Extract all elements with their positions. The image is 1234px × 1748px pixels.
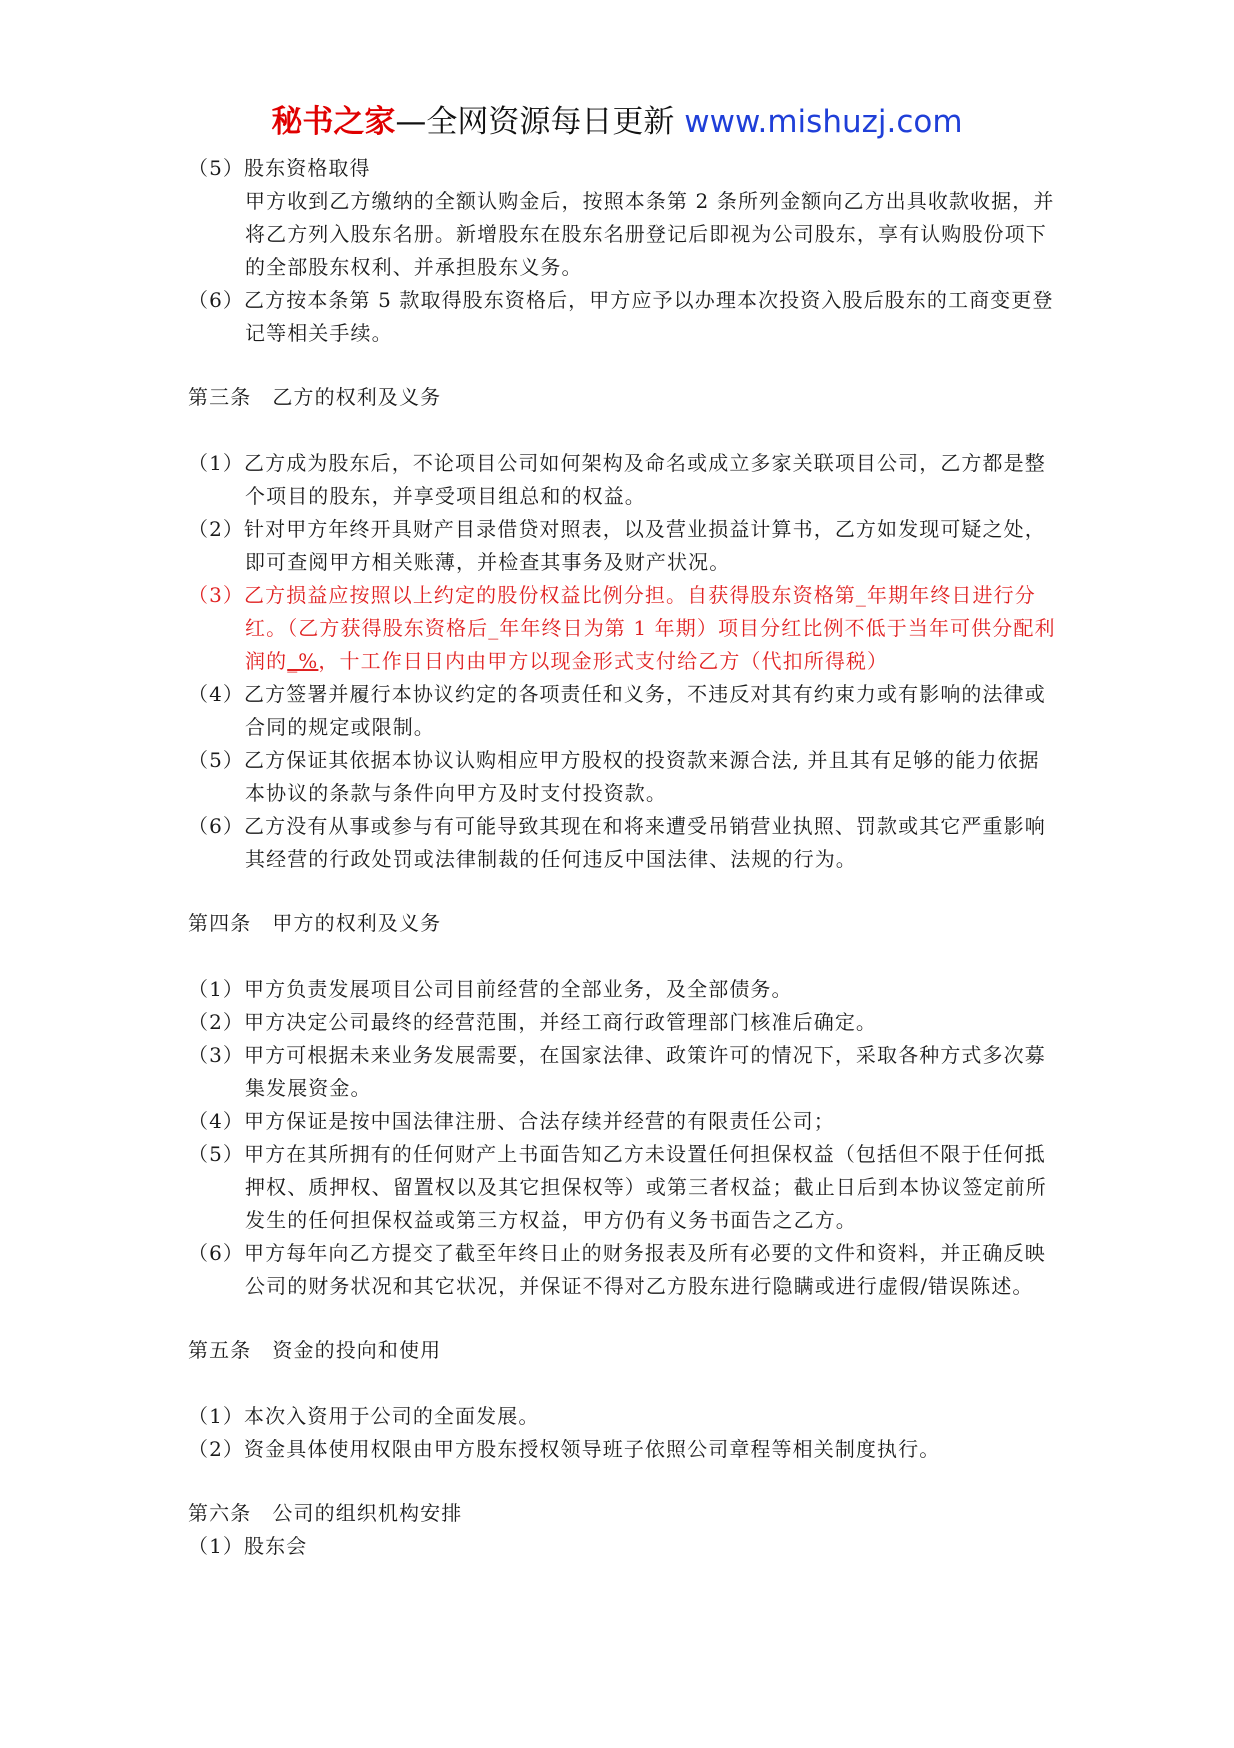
clause-item: （1）乙方成为股东后，不论项目公司如何架构及命名或成立多家关联项目公司，乙方都是整个项目的股东，并享受项目组总和的权益。: [188, 451, 1046, 508]
clause-item: （6）乙方按本条第 5 款取得股东资格后，甲方应予以办理本次投资入股后股东的工商变更登记等相关手续。: [188, 288, 1054, 345]
brand-name: 秘书之家: [271, 104, 396, 140]
watermark-banner: [0, 100, 1234, 144]
clause-item-text: 甲方收到乙方缴纳的全额认购金后，按照本条第 2 条所列金额向乙方出具收款收据，并将乙方列入股东名册。新增股东在股东名册登记后即视为公司股东，享有认购股份项下的全部股东权利、并承担股东义务。: [245, 189, 1055, 279]
banner-tagline: —全网资源每日更新: [395, 104, 675, 140]
banner-url[interactable]: www.mishuzj.com: [684, 104, 963, 140]
clause-item: （2）资金具体使用权限由甲方股东授权领导班子依照公司章程等相关制度执行。: [188, 1437, 941, 1461]
clause-item: （1）甲方负责发展项目公司目前经营的全部业务，及全部债务。: [188, 977, 793, 1001]
clause-text: （3）乙方损益应按照以上约定的股份权益比例分担。自获得股东资格第_年期年终日进行分红。（乙方获得股东资格后_年年终日为第 1 年期）项目分红比例不低于当年可供分配利润的: [188, 583, 1056, 673]
document-body: [188, 152, 1058, 1563]
section-heading: 第六条 公司的组织机构安排: [188, 1501, 463, 1525]
clause-item: （1）股东会: [188, 1534, 308, 1558]
clause-item: （5）乙方保证其依据本协议认购相应甲方股权的投资款来源合法, 并且其有足够的能力依据本协议的条款与条件向甲方及时支付投资款。: [188, 748, 1040, 805]
clause-item: （1）本次入资用于公司的全面发展。: [188, 1404, 540, 1428]
percent-blank: _%: [287, 649, 319, 673]
clause-item-highlighted: [188, 579, 1058, 678]
section-heading: 第三条 乙方的权利及义务: [188, 385, 442, 409]
clause-item: （4）甲方保证是按中国法律注册、合法存续并经营的有限责任公司；: [188, 1109, 835, 1133]
clause-item: （6）甲方每年向乙方提交了截至年终日止的财务报表及所有必要的文件和资料，并正确反映公司的财务状况和其它状况，并保证不得对乙方股东进行隐瞒或进行虚假/错误陈述。: [188, 1241, 1046, 1298]
clause-item: （3）甲方可根据未来业务发展需要，在国家法律、政策许可的情况下，采取各种方式多次募集发展资金。: [188, 1043, 1046, 1100]
section-heading: 第四条 甲方的权利及义务: [188, 911, 442, 935]
clause-item: （6）乙方没有从事或参与有可能导致其现在和将来遭受吊销营业执照、罚款或其它严重影响其经营的行政处罚或法律制裁的任何违反中国法律、法规的行为。: [188, 814, 1046, 871]
section-heading: 第五条 资金的投向和使用: [188, 1338, 442, 1362]
clause-item: （2）针对甲方年终开具财产目录借贷对照表，以及营业损益计算书，乙方如发现可疑之处，即可查阅甲方相关账薄，并检查其事务及财产状况。: [188, 517, 1046, 574]
clause-item: （4）乙方签署并履行本协议约定的各项责任和义务，不违反对其有约束力或有影响的法律或合同的规定或限制。: [188, 682, 1046, 739]
clause-item: （5）股东资格取得: [188, 156, 371, 180]
clause-item: （2）甲方决定公司最终的经营范围，并经工商行政管理部门核准后确定。: [188, 1010, 878, 1034]
clause-item: （5）甲方在其所拥有的任何财产上书面告知乙方未设置任何担保权益（包括但不限于任何抵押权、质押权、留置权以及其它担保权等）或第三者权益；截止日后到本协议签定前所发生的任何担保权益或第三方权益，甲方仍有义务书面告之乙方。: [188, 1142, 1047, 1232]
clause-text: ，十工作日日内由甲方以现金形式支付给乙方（代扣所得税）: [318, 649, 889, 673]
